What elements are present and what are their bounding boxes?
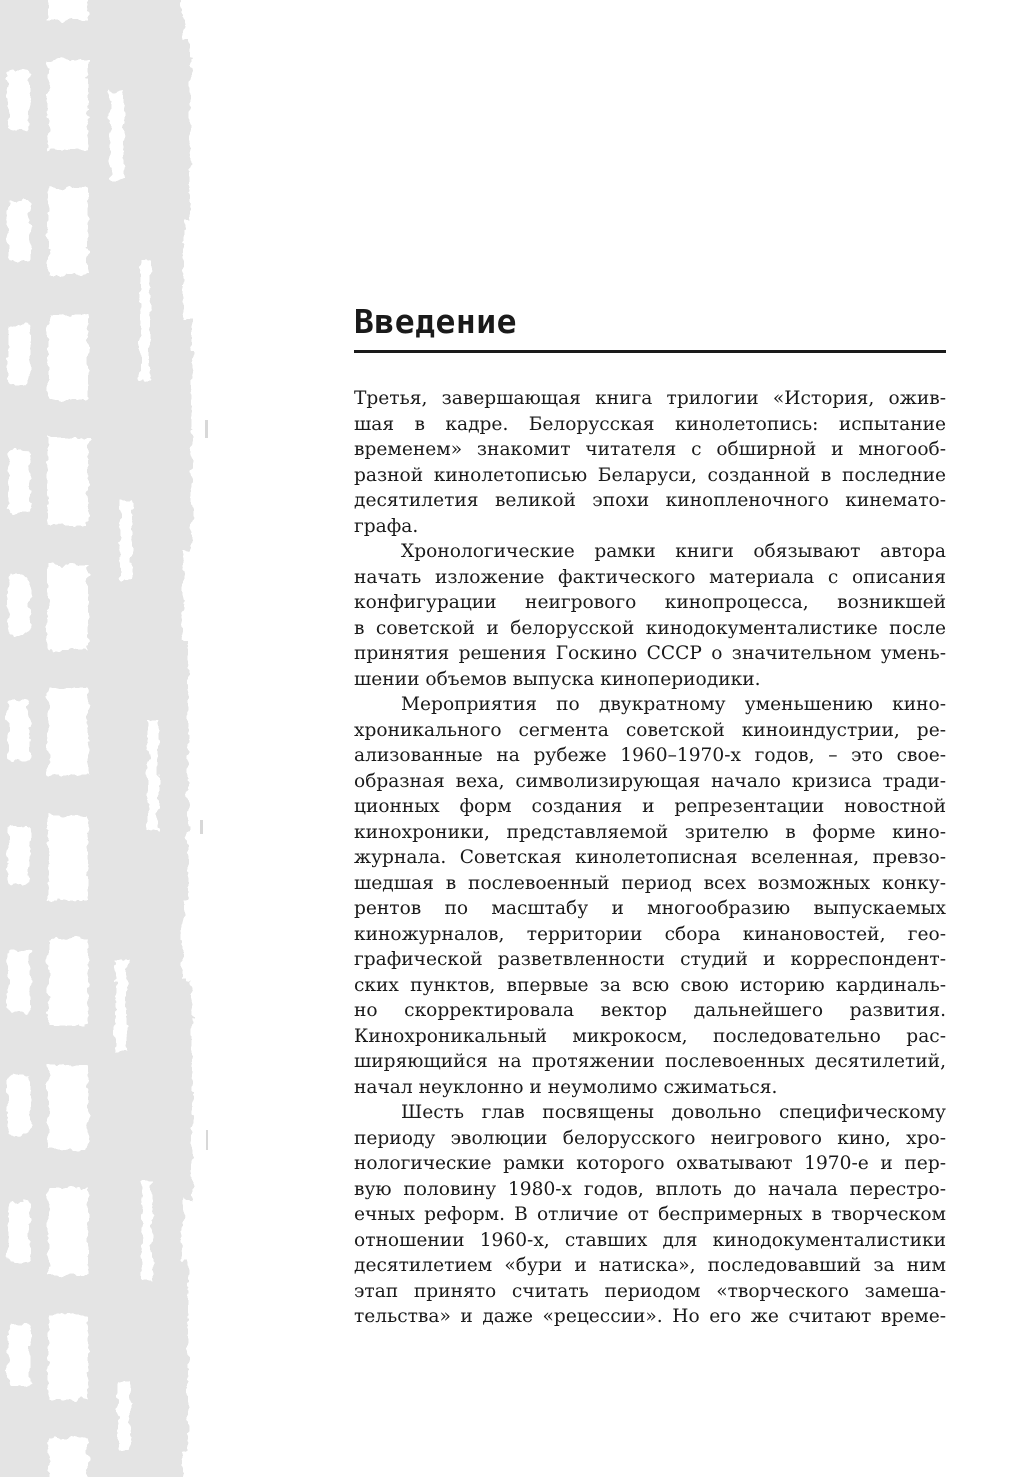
- paragraph-4: [354, 1100, 946, 1330]
- body-text: [354, 386, 946, 1330]
- filmstrip-decoration: [0, 0, 215, 1477]
- text-line: десятилетия великой эпохи кинопленочного кинемато-: [354, 490, 946, 511]
- paragraph-1: [354, 386, 946, 539]
- text-line: периоду эволюции белорусского неигрового кино, хро-: [354, 1127, 946, 1149]
- text-line: графической разветвленности студий и корреспондент-: [354, 949, 946, 970]
- paragraph-2: [354, 539, 946, 692]
- text-line: Третья, завершающая книга трилогии «История, ожив-: [354, 388, 946, 409]
- text-line: графа.: [354, 515, 419, 537]
- text-line: в советской и белорусской кинодокументалистике после: [354, 617, 946, 639]
- text-line: Мероприятия по двукратному уменьшению кино-: [401, 694, 946, 715]
- text-line: десятилетием «бури и натиска», последовавший за ним: [354, 1255, 946, 1276]
- text-line: журнала. Советская кинолетописная вселенная, превзо-: [354, 847, 946, 868]
- text-line: ционных форм создания и репрезентации новостной: [354, 796, 946, 817]
- filmstrip-texture: [0, 0, 215, 1477]
- text-line: Кинохроникальный микрокосм, последовательно рас-: [354, 1025, 946, 1047]
- text-line: но скорректировала вектор дальнейшего развития.: [354, 1000, 946, 1021]
- text-line: вую половину 1980-х годов, вплоть до начала перестро-: [354, 1178, 946, 1200]
- page-title: Введение: [354, 302, 517, 341]
- text-line: разной кинолетописью Беларуси, созданной в последние: [354, 464, 946, 486]
- text-line: образная веха, символизирующая начало кризиса тради-: [354, 770, 946, 792]
- text-line: шении объемов выпуска кинопериодики.: [354, 668, 761, 690]
- text-line: отношении 1960-х, ставших для кинодокументалистики: [354, 1229, 946, 1251]
- text-line: ечных реформ. В отличие от беспримерных в творческом: [354, 1204, 946, 1225]
- paragraph-3: [354, 692, 946, 1100]
- text-line: нологические рамки которого охватывают 1970-е и пер-: [354, 1153, 946, 1174]
- text-line: кинохроники, представляемой зрителю в форме кино-: [354, 821, 946, 843]
- text-line: Хронологические рамки книги обязывают автора: [401, 541, 946, 562]
- text-line: начать изложение фактического материала с описания: [354, 566, 946, 588]
- text-line: ширяющийся на протяжении послевоенных десятилетий,: [354, 1051, 946, 1072]
- text-line: ских пунктов, впервые за всю свою историю кардиналь-: [354, 974, 946, 996]
- text-line: киножурналов, территории сбора кинановостей, гео-: [354, 923, 946, 945]
- text-line: шедшая в послевоенный период всех возможных конку-: [354, 872, 946, 894]
- text-line: тельства» и даже «рецессии». Но его же считают време-: [354, 1306, 946, 1327]
- text-line: ализованные на рубеже 1960–1970-х годов, – это свое-: [354, 745, 946, 766]
- text-line: шая в кадре. Белорусская кинолетопись: испытание: [354, 413, 946, 435]
- text-line: рентов по масштабу и многообразию выпускаемых: [354, 898, 946, 919]
- text-line: принятия решения Госкино СССР о значительном умень-: [354, 643, 946, 664]
- text-line: временем» знакомит читателя с обширной и многооб-: [354, 439, 946, 460]
- title-divider: [354, 350, 946, 353]
- text-line: начал неуклонно и неумолимо сжиматься.: [354, 1076, 778, 1098]
- text-line: хроникального сегмента советской киноиндустрии, ре-: [354, 719, 946, 741]
- text-line: конфигурации неигрового кинопроцесса, возникшей: [354, 592, 946, 613]
- text-line: Шесть глав посвящены довольно специфическому: [401, 1102, 946, 1123]
- text-line: этап принято считать периодом «творческого замеша-: [354, 1280, 946, 1302]
